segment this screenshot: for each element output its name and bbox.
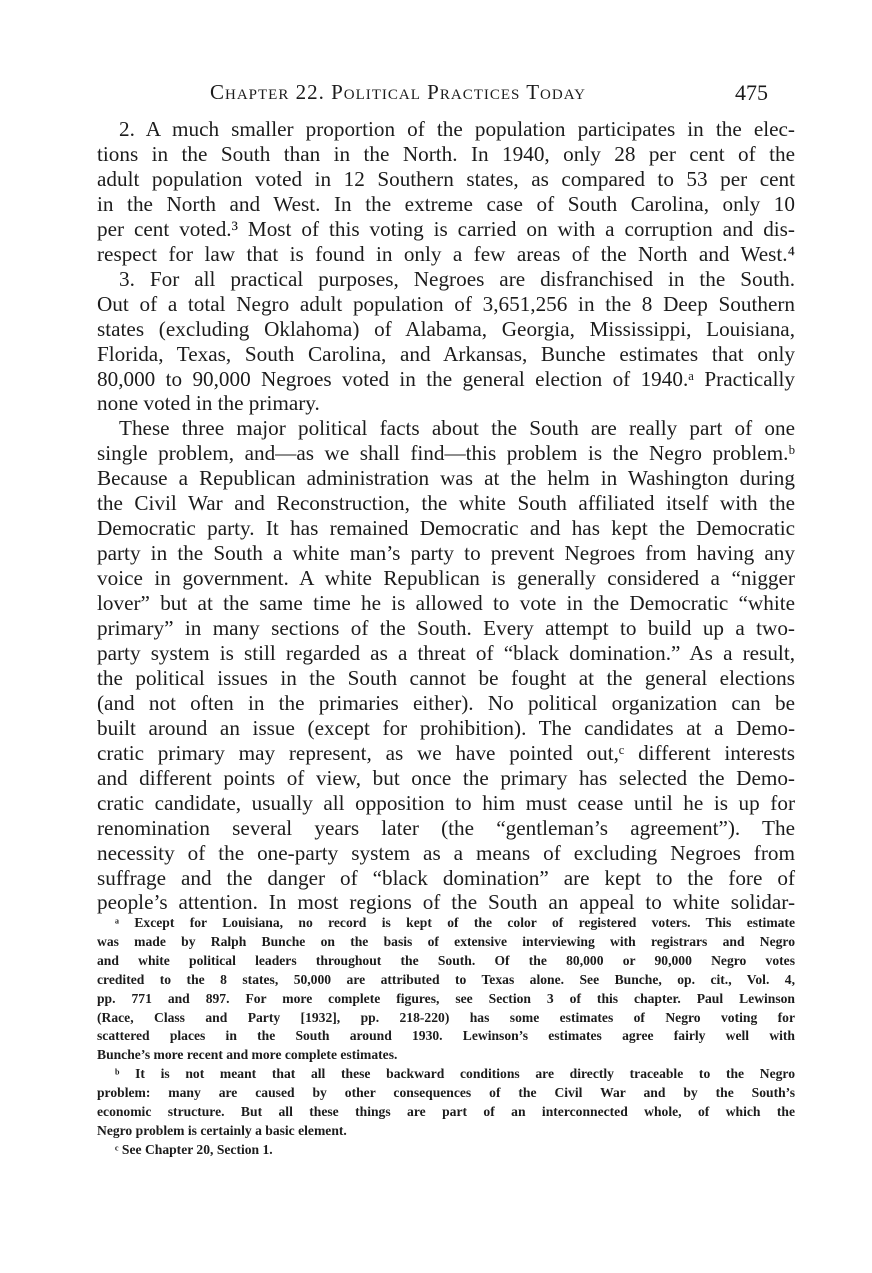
body-line: tions in the South than in the North. In 1940, only 28 per cent of the [97,141,795,166]
body-line: 80,000 to 90,000 Negroes voted in the general election of 1940.ᵃ Practically [97,366,795,391]
footnote-line: economic structure. But all these things are part of an interconnected whole, of which the [97,1104,795,1119]
body-line: Florida, Texas, South Carolina, and Arkansas, Bunche estimates that only [97,341,795,366]
footnote-line: ᵇ It is not meant that all these backward conditions are directly traceable to the Negro [115,1066,795,1082]
footnote-line: was made by Ralph Bunche on the basis of extensive interviewing with registrars and Negro [97,933,795,949]
body-line: cratic candidate, usually all opposition to him must cease until he is up for [97,790,795,815]
page-number: 475 [735,80,768,105]
body-line: voice in government. A white Republican is generally considered a “nigger [97,566,795,591]
chapter-title: Chapter 22. Political Practices Today [210,80,587,104]
footnote-line: and white political leaders throughout the South. Of the 80,000 or 90,000 Negro votes [97,952,795,968]
body-line: cratic primary may represent, as we have pointed out,ᶜ different interests [97,740,795,765]
body-line: and different points of view, but once the primary has selected the Demo- [97,765,795,790]
body-line: Out of a total Negro adult population of 3,651,256 in the 8 Deep Southern [97,291,795,316]
footnote-line: Negro problem is certainly a basic element. [97,1122,347,1138]
body-line: people’s attention. In most regions of the South an appeal to white solidar- [97,890,795,915]
body-line: single problem, and—as we shall find—this problem is the Negro problem.ᵇ [97,441,795,466]
body-line: none voted in the primary. [97,391,320,416]
body-line: per cent voted.³ Most of this voting is carried on with a corruption and dis- [97,216,795,241]
body-line: states (excluding Oklahoma) of Alabama, Georgia, Mississippi, Louisiana, [97,316,795,341]
footnote-line: ᵃ Except for Louisiana, no record is kept of the color of registered voters. This estimate [115,915,795,930]
body-line: necessity of the one-party system as a means of excluding Negroes from [97,840,795,865]
footnote-line: pp. 771 and 897. For more complete figures, see Section 3 of this chapter. Paul Lewinson [97,990,795,1006]
footnote-line: problem: many are caused by other consequences of the Civil War and by the South’s [97,1085,795,1101]
body-line: lover” but at the same time he is allowed to vote in the Democratic “white [97,591,795,616]
footnote-line: ᶜ See Chapter 20, Section 1. [115,1141,273,1157]
body-line: 2. A much smaller proportion of the population participates in the elec- [119,117,795,141]
body-line: built around an issue (except for prohibition). The candidates at a Demo- [97,715,795,740]
footnote-line: credited to the 8 states, 50,000 are attributed to Texas alone. See Bunche, op. cit., Vol. 4, [97,971,795,987]
body-line: renomination several years later (the “gentleman’s agreement”). The [97,815,795,840]
body-line: (and not often in the primaries either). No political organization can be [97,690,795,715]
body-line: party in the South a white man’s party to prevent Negroes from having any [97,541,795,566]
body-line: These three major political facts about the South are really part of one [119,416,795,441]
body-line: respect for law that is found in only a few areas of the North and West.⁴ [97,241,795,266]
footnote-line: scattered places in the South around 1930. Lewinson’s estimates agree fairly well with [97,1028,795,1044]
body-line: in the North and West. In the extreme case of South Carolina, only 10 [97,191,795,216]
body-line: adult population voted in 12 Southern states, as compared to 53 per cent [97,166,795,191]
footnote-line: Bunche’s more recent and more complete estimates. [97,1047,398,1063]
body-line: the Civil War and Reconstruction, the white South affiliated itself with the [97,491,795,516]
body-line: suffrage and the danger of “black domination” are kept to the fore of [97,865,795,890]
body-line: Democratic party. It has remained Democratic and has kept the Democratic [97,516,795,541]
body-line: party system is still regarded as a threat of “black domination.” As a result, [97,640,795,665]
body-line: the political issues in the South cannot be fought at the general elections [97,665,795,690]
running-header [0,80,872,110]
body-line: Because a Republican administration was at the helm in Washington during [97,466,795,491]
body-line: primary” in many sections of the South. Every attempt to build up a two- [97,616,795,640]
body-line: 3. For all practical purposes, Negroes are disfranchised in the South. [119,266,795,291]
footnote-line: (Race, Class and Party [1932], pp. 218-220) has some estimates of Negro voting for [97,1009,795,1025]
